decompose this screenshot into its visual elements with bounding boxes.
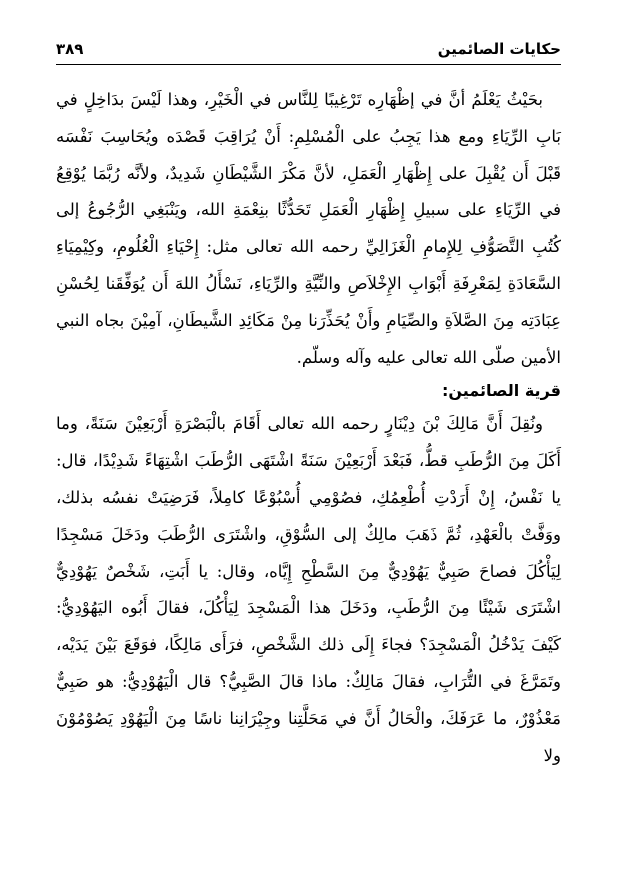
paragraph-2: ونُقِلَ أَنَّ مَالِكَ بْنَ دِيْنَارٍ رحمه الله تعالى أَقَامَ بالْبَصْرَةِ أَرْبَعِيْنَ سَنَةً، وما أَكَلَ مِنَ الرُّطَبِ قطُّ، فَبَعْدَ أَرْبَعِيْنَ سَنَةً اشْتَهَى الرُّطَبَ اشْتِهَاءً شَدِيْدًا، قال: يا نَفْسُ، إِنْ أَرَدْتِ أُطْعِمُكِ، فصُوْمِي أُسْبُوْعًا كامِلاً، فَرَضِيَتْ نفسُه بذلك، ووَفَّتْ بالْعَهْدِ، ثُمَّ ذَهَبَ مالِكٌ إلى السُّوْقِ، واشْتَرَى الرُّطَبَ ودَخَلَ مَسْجِدًا لِيَأْكُلَ فصاحَ صَبِيٌّ يَهُوْدِيٌّ مِنَ السَّطْحِ إِيَّاه، وقال: يا أَبَتِ، شَخْصٌ يَهُوْدِيٌّ اشْتَرَى شَيْئًا مِنَ الرُّطَبِ، ودَخَلَ هذا الْمَسْجِدَ لِيَأْكُلَ، فقالَ أَبُوه اليَهُوْدِيُّ: كَيْفَ يَدْخُلُ الْمَسْجِدَ؟ فجاءَ إِلَى ذلك الشَّخْصِ، فرَأَى مَالِكًا، فوَقَعَ بَيْنَ يَدَيْه، وتَمَرَّغَ في التُّرَابِ، فقالَ مَالِكٌ: ماذا قالَ الصَّبِيُّ؟ قال الْيَهُوْدِيُّ: هو صَبِيٌّ مَعْذُوْرٌ، ما عَرَفَكَ، والْحَالُ أَنَّ في مَحَلَّتِنا وجِيْرَانِنا ناسًا مِنَ الْيَهُوْدِ يَصُوْمُوْنَ ولا	[56, 414, 561, 765]
page-number: ٣٨٩	[56, 40, 84, 58]
running-title: حكايات الصائمين	[437, 40, 561, 58]
body-text	[56, 82, 561, 774]
page-header	[56, 36, 561, 62]
section-heading: قرية الصائمين:	[441, 381, 561, 401]
paragraph-1: بحَيْثُ يَعْلَمُ أنَّ في إظْهَارِه تَرْغِيبًا لِلنَّاس في الْخَيْرِ، وهذا لَيْسَ بدَاخِلٍ في بَابِ الرِّيَاءِ ومع هذا يَجِبُ على الْمُسْلِمِ: أَنْ يُرَاقِبَ قَصْدَه ويُحَاسِبَ نَفْسَه قَبْلَ أَن يُقْبِلَ على إِظْهَارِ الْعَمَلِ، لأنَّ مَكْرَ الشَّيْطَانِ شَدِيدٌ، ولأنَّه رُبَّمَا يُوْقِعُ في الرِّيَاءِ على سبيلِ إِظْهَارِ الْعَمَلِ تَحَدُّثًا بنِعْمَةِ الله، ويَنْبَغِي الرُّجُوعُ إلى كُتُبِ التَّصَوُّفِ لِلإِمامِ الْغَزَالِيِّ رحمه الله تعالى مثل: إِحْيَاءِ الْعُلُومِ، وكِيْمِيَاءِ السَّعَادَةِ لِمَعْرِفَةِ أَبْوَابِ الإِخْلاَصِ والنِّيَّةِ والرِّيَاءِ، نَسْأَلُ اللهَ أَن يُوَفِّقَنا لِحُسْنِ عِبَادَتِه مِنَ الصَّلاَةِ والصِّيَامِ وأَنْ يُحَذِّرَنا مِنْ مَكَائِدِ الشَّيطَانِ، آمِيْنَ بجاه النبي الأمين صلّى الله تعالى عليه وآله وسلّم.	[56, 90, 561, 367]
header-rule	[56, 64, 561, 65]
